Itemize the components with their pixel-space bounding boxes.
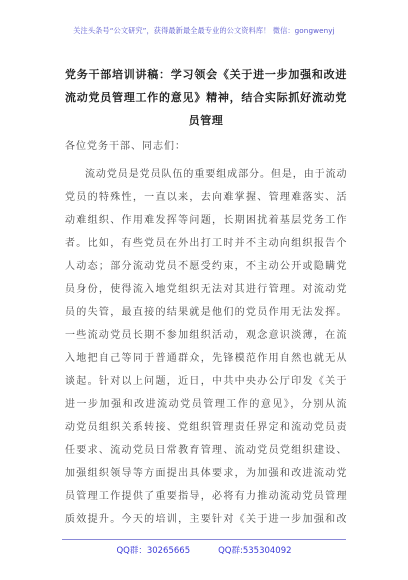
body-line: 动难组织、作用难发挥等问题，长期困扰着基层党务工作 — [65, 215, 347, 226]
body-line: 入地把自己等同于普通群众，先锋模范作用自然也就无从 — [65, 353, 347, 364]
body-line: 进一步加强和改进流动党员管理工作的意见》，分别从流 — [65, 399, 347, 410]
body-line: 动党员组织关系转接、党组织管理责任界定和流动党员责 — [65, 422, 347, 433]
qq-group-secondary: QQ群:535304092 — [218, 546, 292, 556]
body-line: 任要求、流动党员日常教育管理、流动党员党组织建设、 — [65, 445, 347, 456]
body-line: 一些流动党员长期不参加组织活动，观念意识淡薄，在流 — [65, 330, 347, 341]
header-banner: 关注头条号“公文研究”，获得最新最全最专业的公文资料库！ 微信：gongwenyj — [73, 26, 335, 35]
body-line: 质效提升。今天的培训，主要针对《关于进一步加强和改 — [65, 514, 347, 525]
greeting: 各位党务干部、同志们： — [65, 141, 186, 152]
body-line: 加强组织领导等方面提出具体要求，为加强和改进流动党 — [65, 468, 347, 479]
body-line: 者。比如，有些党员在外出打工时并不主动向组织报告个 — [65, 238, 347, 249]
document-body — [65, 163, 347, 531]
body-line: 人动态；部分流动党员不愿受约束，不主动公开或隐瞒党 — [65, 261, 347, 272]
body-line: 党员的特殊性，一直以来，去向难掌握、管理难落实、活 — [65, 192, 347, 203]
qq-group-primary: QQ群：30265665 — [116, 546, 191, 556]
body-line: 员身份，使得流入地党组织无法对其进行管理。对流动党 — [65, 284, 347, 295]
footer-divider — [62, 539, 346, 540]
body-line: 流动党员是党员队伍的重要组成部分。但是，由于流动 — [85, 169, 347, 180]
body-line: 谈起。针对以上问题，近日，中共中央办公厅印发《关于 — [65, 376, 347, 387]
body-line: 员管理工作提供了重要指导，必将有力推动流动党员管理 — [65, 491, 347, 502]
document-title: 党务干部培训讲稿：学习领会《关于进一步加强和改进流动党员管理工作的意见》精神，结合实际抓好流动党员管理 — [65, 68, 347, 127]
footer — [0, 544, 408, 556]
body-line: 员的失管，最直接的结果就是他们的党员作用无法发挥。 — [65, 307, 347, 318]
